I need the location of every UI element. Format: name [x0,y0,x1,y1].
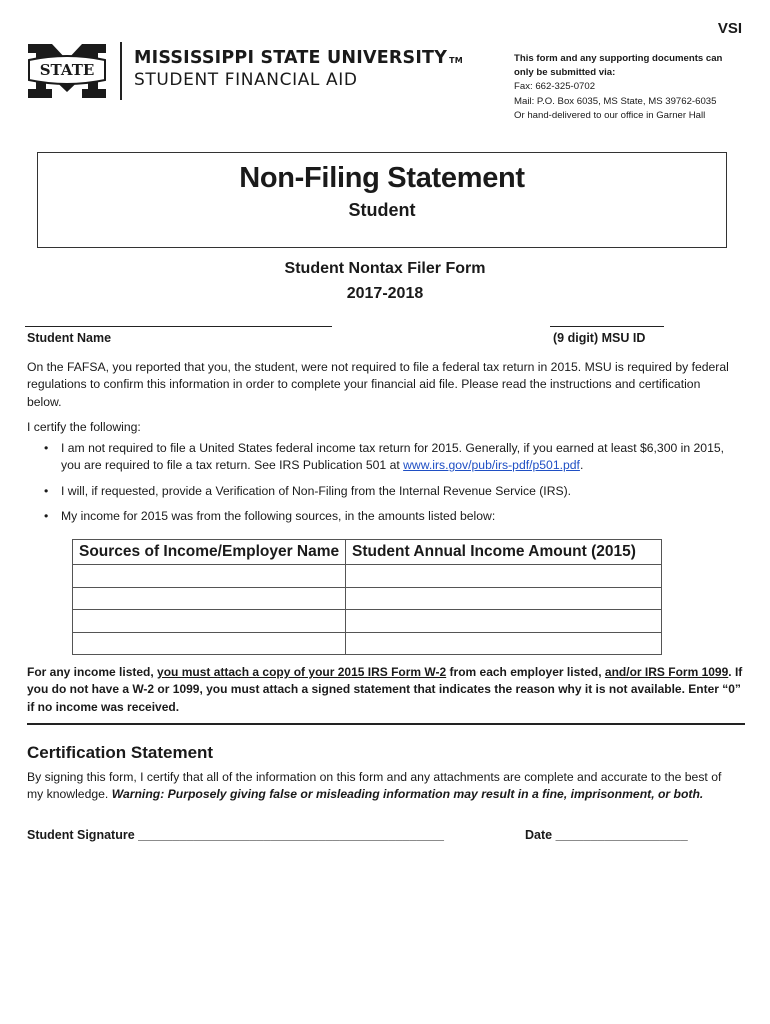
bullet-text: My income for 2015 was from the following sources, in the amounts listed below: [61,509,496,524]
bullet-end: . [579,458,584,473]
page-subtitle: Student [348,200,416,220]
submission-note-line2: only be submitted via: [514,67,616,79]
income-source-header: Sources of Income/Employer Name [73,540,346,565]
msu-id-line[interactable] [550,326,664,327]
msu-m-state-logo-icon [26,44,108,98]
mail-address: Mail: P.O. Box 6035, MS State, MS 39762-6035 [514,95,717,107]
logo-divider [120,42,122,100]
intro-paragraph: On the FAFSA, you reported that you, the student, were not required to file a federal tax return in 2015. MSU is required by federal regulations to confirm this information in order to complete your financial aid file. Please read the instructions and certification below. [27,360,729,409]
irs-publication-link[interactable]: www.irs.gov/pub/irs-pdf/p501.pdf [403,458,580,473]
attachment-instructions [27,664,747,716]
attach-text-3: . If you do not have a W-2 or 1099, you must attach a signed statement that indicates the reason why it is not available. Enter “0” if no income was received. [27,665,743,714]
trademark: TM [449,56,463,65]
table-row [73,587,662,610]
attach-text-2: from each employer listed, [446,665,605,679]
date-field[interactable]: Date ___________________ [525,828,688,842]
department-name: STUDENT FINANCIAL AID [134,70,358,90]
table-row [73,565,662,588]
submission-note-line1: This form and any supporting documents can [514,53,723,64]
student-name-label: Student Name [27,331,112,345]
attach-w2-requirement: you must attach a copy of your 2015 IRS Form W-2 [157,665,447,679]
section-divider [27,723,745,725]
form-heading [0,256,770,306]
income-amount-cell[interactable] [346,632,662,655]
bullet-text: I will, if requested, provide a Verification of Non-Filing from the Internal Revenue Service (IRS). [61,483,572,498]
income-source-cell[interactable] [73,610,346,633]
msu-id-label: (9 digit) MSU ID [553,331,646,345]
income-table [72,539,662,655]
list-item [44,483,734,500]
msu-logo [26,42,466,102]
certification-body [27,769,737,804]
income-source-cell[interactable] [73,587,346,610]
page-title: Non-Filing Statement [239,162,525,194]
bullet-text: I am not required to file a United States federal income tax return for 2015. Generally, if you earned at least $6,300 in 2015, you are required to file a tax return. See IRS Publication 501 at [61,441,725,473]
income-source-cell[interactable] [73,632,346,655]
certify-lead: I certify the following: [27,420,141,434]
attach-text-1: For any income listed, [27,665,158,679]
university-name [134,48,463,68]
income-amount-header: Student Annual Income Amount (2015) [346,540,662,565]
hand-delivery-note: Or hand-delivered to our office in Garner Hall [514,109,706,121]
student-signature-field[interactable]: Student Signature ____________________________________________ [27,828,444,842]
logo-mark-text: STATE [39,61,95,79]
table-row [73,632,662,655]
certification-title: Certification Statement [27,743,214,762]
list-item [44,508,734,525]
income-source-cell[interactable] [73,565,346,588]
table-row [73,610,662,633]
certification-text: By signing this form, I certify that all of the information on this form and any attachments are complete and accurate to the best of my knowledge. [27,770,722,802]
form-name: Student Nontax Filer Form [284,260,486,277]
submission-info [514,52,754,123]
fax-number: Fax: 662-325-0702 [514,81,596,93]
bullet-icon: • [44,483,49,498]
table-header-row [73,540,662,565]
corner-code: VSI [717,20,742,37]
title-box [37,152,727,248]
attach-1099-requirement: and/or IRS Form 1099 [604,665,729,679]
list-item [44,440,734,475]
student-name-line[interactable] [25,326,332,327]
income-amount-cell[interactable] [346,565,662,588]
bullet-icon: • [44,441,49,455]
certify-list [44,440,734,526]
income-amount-cell[interactable] [346,610,662,633]
bullet-icon: • [44,509,49,524]
income-amount-cell[interactable] [346,587,662,610]
form-year: 2017-2018 [346,285,424,302]
certification-warning: Warning: Purposely giving false or misleading information may result in a fine, imprisonment, or both. [111,787,704,802]
university-name-text: MISSISSIPPI STATE UNIVERSITY [134,48,448,68]
